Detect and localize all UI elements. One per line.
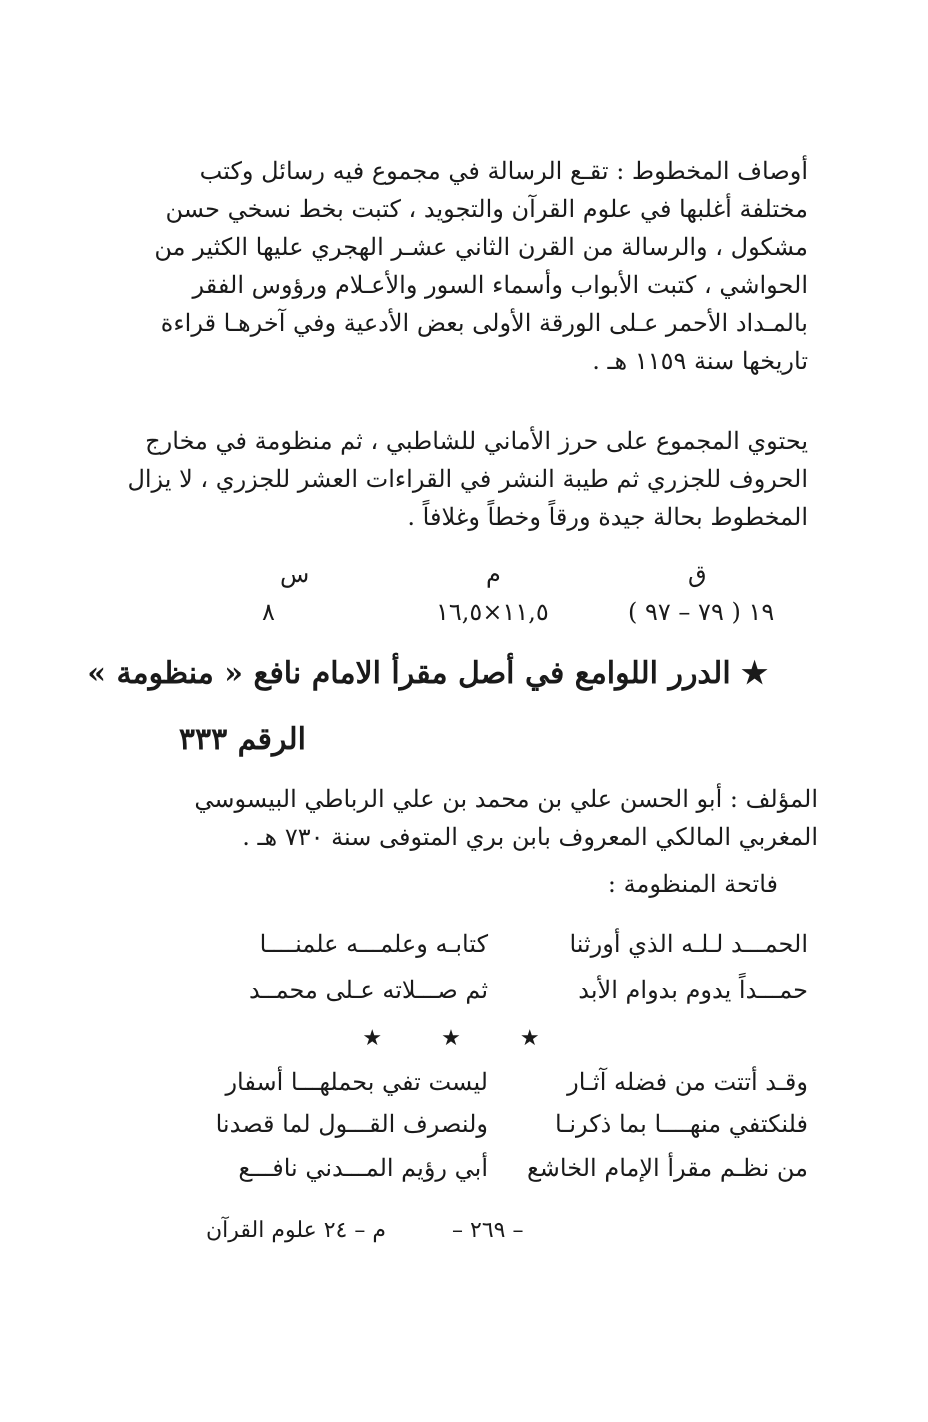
page-number: – ٢٦٩ – <box>452 1218 524 1243</box>
verse-left-hemistich: ثم صـــلاته عـلى محمــد <box>248 976 488 1004</box>
verse-right-hemistich: فلنكتفي منهــــا بما ذكرنـا <box>554 1110 808 1138</box>
contents-paragraph <box>127 422 808 536</box>
measure-value-s: ٨ <box>262 598 275 626</box>
measure-header-m: م <box>486 560 501 588</box>
description-paragraph <box>154 152 808 380</box>
verse-right-hemistich: وقـد أتتت من فضله آثـار <box>567 1068 808 1096</box>
text-line: أوصاف المخطوط : تقـع الرسالة في مجموع فيه رسائل وكتب <box>199 157 808 185</box>
text-line: تاريخها سنة ١١٥٩ هـ . <box>592 347 808 375</box>
text-line: الحواشي ، كتبت الأبواب وأسماء السور والأعـلام ورؤوس الفقر <box>192 271 808 299</box>
text-line: بالمـداد الأحمر عـلى الورقة الأولى بعض الأدعية وفي آخرهـا قراءة <box>160 309 808 337</box>
verse-left-hemistich: أبي رؤيم المـــدني نافـــع <box>238 1154 488 1182</box>
verse-left-hemistich: ولنصرف القـــول لما قصدنا <box>215 1110 488 1138</box>
entry-number: الرقم ٣٣٣ <box>178 722 306 757</box>
author-paragraph <box>168 780 818 856</box>
measure-header-q: ق <box>688 560 707 588</box>
signature-mark: م – ٢٤ علوم القرآن <box>206 1218 386 1243</box>
text-line: المؤلف : أبو الحسن علي بن محمد بن علي الرباطي البيسوسي <box>194 785 818 813</box>
verse-row <box>168 976 808 1016</box>
verse-left-hemistich: ليست تفي بحملهـــا أسفار <box>225 1068 488 1096</box>
verse-row <box>168 1154 808 1194</box>
text-line: المخطوط بحالة جيدة ورقاً وخطاً وغلافاً . <box>407 503 808 531</box>
star-separator: ★ ★ ★ <box>362 1026 566 1051</box>
text-line: المغربي المالكي المعروف بابن بري المتوفى سنة ٧٣٠ هـ . <box>242 823 818 851</box>
verse-left-hemistich: كتابـه وعلمـــه علمنــــا <box>259 930 488 958</box>
opening-label: فاتحة المنظومة : <box>607 870 778 898</box>
verse-right-hemistich: من نظـم مقرأ الإمام الخاشع <box>527 1154 808 1182</box>
entry-title: ★ الدرر اللوامع في أصل مقرأ الامام نافع « منظومة » <box>87 656 768 691</box>
measure-value-q: ١٩ ( ٧٩ – ٩٧ ) <box>628 598 775 626</box>
text-line: يحتوي المجموع على حرز الأماني للشاطبي ، ثم منظومة في مخارج <box>145 427 808 455</box>
measure-value-m: ١١,٥×١٦,٥ <box>436 598 549 626</box>
verse-row <box>168 1068 808 1108</box>
verse-row <box>168 1110 808 1150</box>
verse-row <box>168 930 808 970</box>
verse-right-hemistich: الحمـــد لـلـه الذي أورثنا <box>569 930 808 958</box>
text-line: مختلفة أغلبها في علوم القرآن والتجويد ، كتبت بخط نسخي حسن <box>165 195 808 223</box>
verse-right-hemistich: حمـــداً يدوم بدوام الأبد <box>578 976 808 1004</box>
text-line: الحروف للجزري ثم طيبة النشر في القراءات العشر للجزري ، لا يزال <box>127 465 808 493</box>
measure-header-s: س <box>280 560 310 588</box>
text-line: مشكول ، والرسالة من القرن الثاني عشـر الهجري عليها الكثير من <box>154 233 808 261</box>
